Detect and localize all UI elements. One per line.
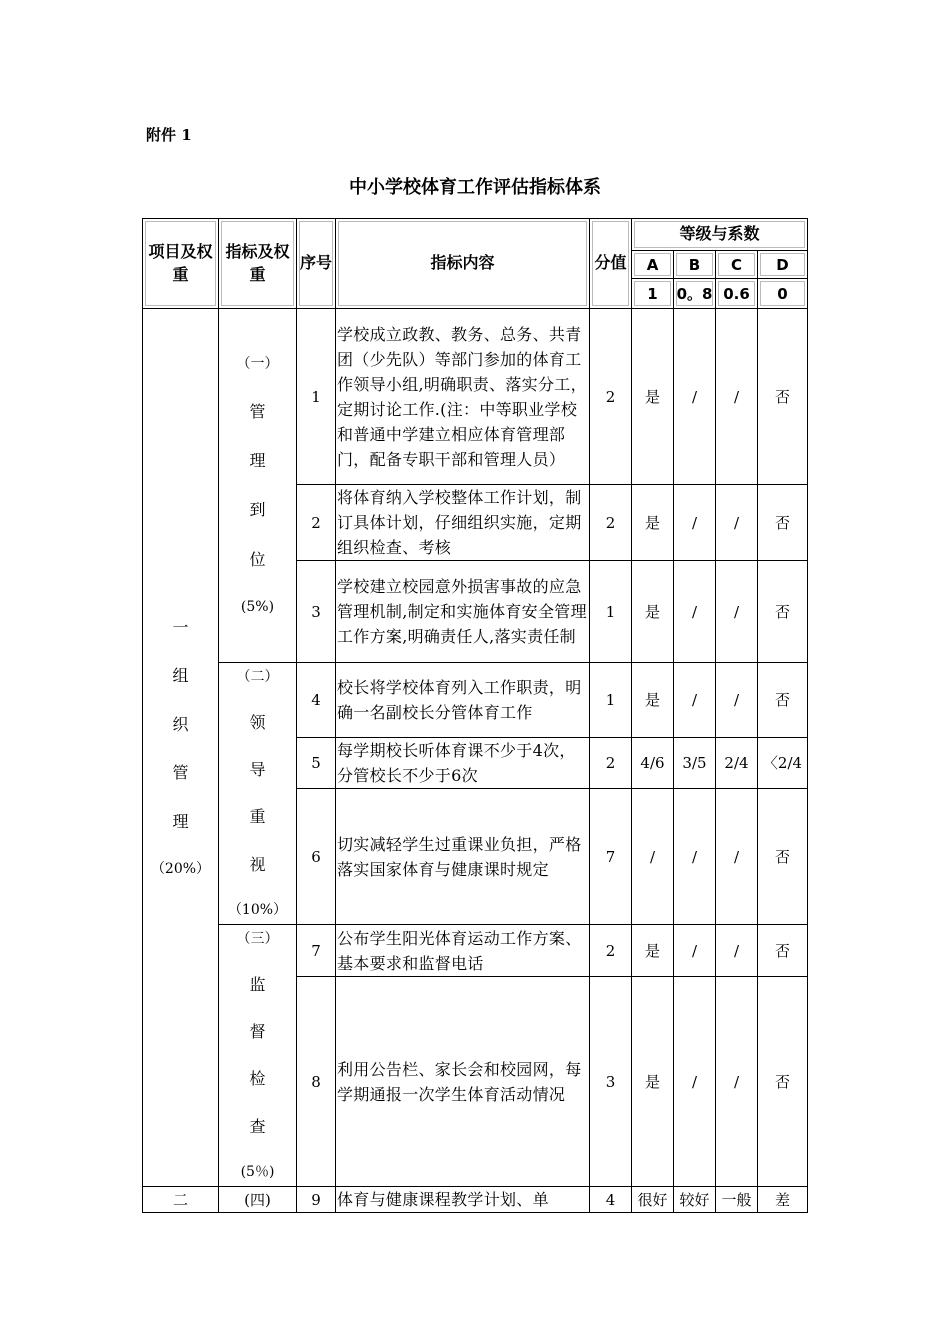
indicator-weight: (5%) bbox=[240, 598, 275, 615]
content-cell: 学校建立校园意外损害事故的应急管理机制,制定和实施体育安全管理工作方案,明确责任人,落实责任制 bbox=[336, 561, 590, 663]
grade-d: D bbox=[758, 251, 808, 279]
grade-a-cell: 4/6 bbox=[632, 738, 674, 789]
content-cell: 切实减轻学生过重课业负担，严格落实国家体育与健康课时规定 bbox=[336, 789, 590, 925]
grade-a-cell: 是 bbox=[632, 663, 674, 738]
grade-a-cell: 很好 bbox=[632, 1187, 674, 1213]
seq-cell: 8 bbox=[297, 977, 336, 1187]
score-cell: 3 bbox=[590, 977, 632, 1187]
indicator-cell-1 bbox=[219, 309, 297, 663]
score-cell: 2 bbox=[590, 738, 632, 789]
header-grade: 等级与系数 bbox=[632, 219, 808, 251]
grade-a-cell: 是 bbox=[632, 309, 674, 485]
grade-d-cell: 否 bbox=[758, 789, 808, 925]
content-cell: 体育与健康课程教学计划、单 bbox=[336, 1187, 590, 1213]
grade-b-cell: / bbox=[674, 485, 716, 561]
grade-a: A bbox=[632, 251, 674, 279]
content-cell: 每学期校长听体育课不少于4次，分管校长不少于6次 bbox=[336, 738, 590, 789]
coef-d: 0 bbox=[758, 279, 808, 309]
content-cell: 利用公告栏、家长会和校园网，每学期通报一次学生体育活动情况 bbox=[336, 977, 590, 1187]
indicator-char: 到 bbox=[249, 500, 266, 520]
table-row bbox=[143, 1187, 808, 1213]
indicator-char: 查 bbox=[249, 1116, 266, 1136]
score-cell: 1 bbox=[590, 663, 632, 738]
grade-b-cell: 3/5 bbox=[674, 738, 716, 789]
grade-c-cell: 一般 bbox=[716, 1187, 758, 1213]
project-char: 组 bbox=[172, 666, 189, 686]
header-content: 指标内容 bbox=[336, 219, 590, 309]
header-project: 项目及权重 bbox=[143, 219, 219, 309]
grade-a-cell: 是 bbox=[632, 485, 674, 561]
score-cell: 1 bbox=[590, 561, 632, 663]
score-cell: 2 bbox=[590, 309, 632, 485]
indicator-char: 监 bbox=[249, 975, 266, 995]
score-cell: 2 bbox=[590, 925, 632, 977]
seq-cell: 1 bbox=[297, 309, 336, 485]
indicator-num: （一） bbox=[236, 355, 279, 372]
seq-cell: 4 bbox=[297, 663, 336, 738]
grade-d-cell: 差 bbox=[758, 1187, 808, 1213]
indicator-cell-4: (四) bbox=[219, 1187, 297, 1213]
indicator-cell-2 bbox=[219, 663, 297, 925]
table-row bbox=[143, 663, 808, 738]
table-row bbox=[143, 309, 808, 485]
indicator-char: 视 bbox=[249, 854, 266, 874]
grade-b-cell: / bbox=[674, 663, 716, 738]
project-weight: （20%） bbox=[150, 860, 211, 877]
indicator-num: （二） bbox=[236, 668, 279, 685]
grade-c-cell: 2/4 bbox=[716, 738, 758, 789]
indicator-char: 导 bbox=[249, 760, 266, 780]
content-cell: 学校成立政教、教务、总务、共青团（少先队）等部门参加的体育工作领导小组,明确职责、落实分工，定期讨论工作.(注：中等职业学校和普通中学建立相应体育管理部门，配备专职干部和管理人员） bbox=[336, 309, 590, 485]
indicator-char: 领 bbox=[249, 713, 266, 733]
score-cell: 2 bbox=[590, 485, 632, 561]
score-cell: 4 bbox=[590, 1187, 632, 1213]
score-cell: 7 bbox=[590, 789, 632, 925]
indicator-weight: (5％) bbox=[240, 1163, 275, 1180]
grade-d-cell: 否 bbox=[758, 663, 808, 738]
indicator-num: （三） bbox=[236, 930, 279, 947]
indicator-char: 检 bbox=[249, 1069, 266, 1089]
grade-b-cell: / bbox=[674, 561, 716, 663]
table-row bbox=[143, 925, 808, 977]
document-title: 中小学校体育工作评估指标体系 bbox=[349, 177, 601, 198]
grade-b-cell: / bbox=[674, 977, 716, 1187]
project-char: 管 bbox=[172, 763, 189, 783]
seq-cell: 3 bbox=[297, 561, 336, 663]
indicator-char: 督 bbox=[249, 1022, 266, 1042]
project-char: 理 bbox=[172, 812, 189, 832]
grade-c-cell: / bbox=[716, 309, 758, 485]
indicator-cell-3 bbox=[219, 925, 297, 1187]
indicator-char: 理 bbox=[249, 451, 266, 471]
grade-d-cell: 否 bbox=[758, 485, 808, 561]
seq-cell: 7 bbox=[297, 925, 336, 977]
grade-c: C bbox=[716, 251, 758, 279]
grade-a-cell: 是 bbox=[632, 977, 674, 1187]
project-cell-1 bbox=[143, 309, 219, 1187]
grade-c-cell: / bbox=[716, 789, 758, 925]
grade-d-cell: 〈2/4 bbox=[758, 738, 808, 789]
grade-d-cell: 否 bbox=[758, 561, 808, 663]
seq-cell: 9 bbox=[297, 1187, 336, 1213]
attachment-label: 附件 1 bbox=[146, 126, 192, 144]
content-cell: 校长将学校体育列入工作职责，明确一名副校长分管体育工作 bbox=[336, 663, 590, 738]
indicator-char: 位 bbox=[249, 549, 266, 569]
grade-c-cell: / bbox=[716, 663, 758, 738]
grade-b: B bbox=[674, 251, 716, 279]
grade-b-cell: / bbox=[674, 925, 716, 977]
project-char: 织 bbox=[172, 714, 189, 734]
coef-c: 0.6 bbox=[716, 279, 758, 309]
header-indicator: 指标及权重 bbox=[219, 219, 297, 309]
evaluation-table bbox=[142, 218, 808, 1213]
grade-d-cell: 否 bbox=[758, 309, 808, 485]
grade-c-cell: / bbox=[716, 925, 758, 977]
project-cell-2: 二 bbox=[143, 1187, 219, 1213]
header-seq: 序号 bbox=[297, 219, 336, 309]
indicator-char: 管 bbox=[249, 402, 266, 422]
header-score: 分值 bbox=[590, 219, 632, 309]
project-char: 一 bbox=[172, 617, 189, 637]
grade-c-cell: / bbox=[716, 977, 758, 1187]
coef-a: 1 bbox=[632, 279, 674, 309]
seq-cell: 2 bbox=[297, 485, 336, 561]
grade-c-cell: / bbox=[716, 485, 758, 561]
grade-c-cell: / bbox=[716, 561, 758, 663]
grade-a-cell: / bbox=[632, 789, 674, 925]
grade-a-cell: 是 bbox=[632, 561, 674, 663]
seq-cell: 6 bbox=[297, 789, 336, 925]
grade-b-cell: / bbox=[674, 789, 716, 925]
grade-d-cell: 否 bbox=[758, 925, 808, 977]
grade-b-cell: 较好 bbox=[674, 1187, 716, 1213]
grade-d-cell: 否 bbox=[758, 977, 808, 1187]
grade-a-cell: 是 bbox=[632, 925, 674, 977]
seq-cell: 5 bbox=[297, 738, 336, 789]
content-cell: 将体育纳入学校整体工作计划，制订具体计划，仔细组织实施，定期组织检查、考核 bbox=[336, 485, 590, 561]
coef-b: 0。8 bbox=[674, 279, 716, 309]
indicator-char: 重 bbox=[249, 807, 266, 827]
content-cell: 公布学生阳光体育运动工作方案、基本要求和监督电话 bbox=[336, 925, 590, 977]
grade-b-cell: / bbox=[674, 309, 716, 485]
indicator-weight: （10%） bbox=[227, 901, 288, 918]
